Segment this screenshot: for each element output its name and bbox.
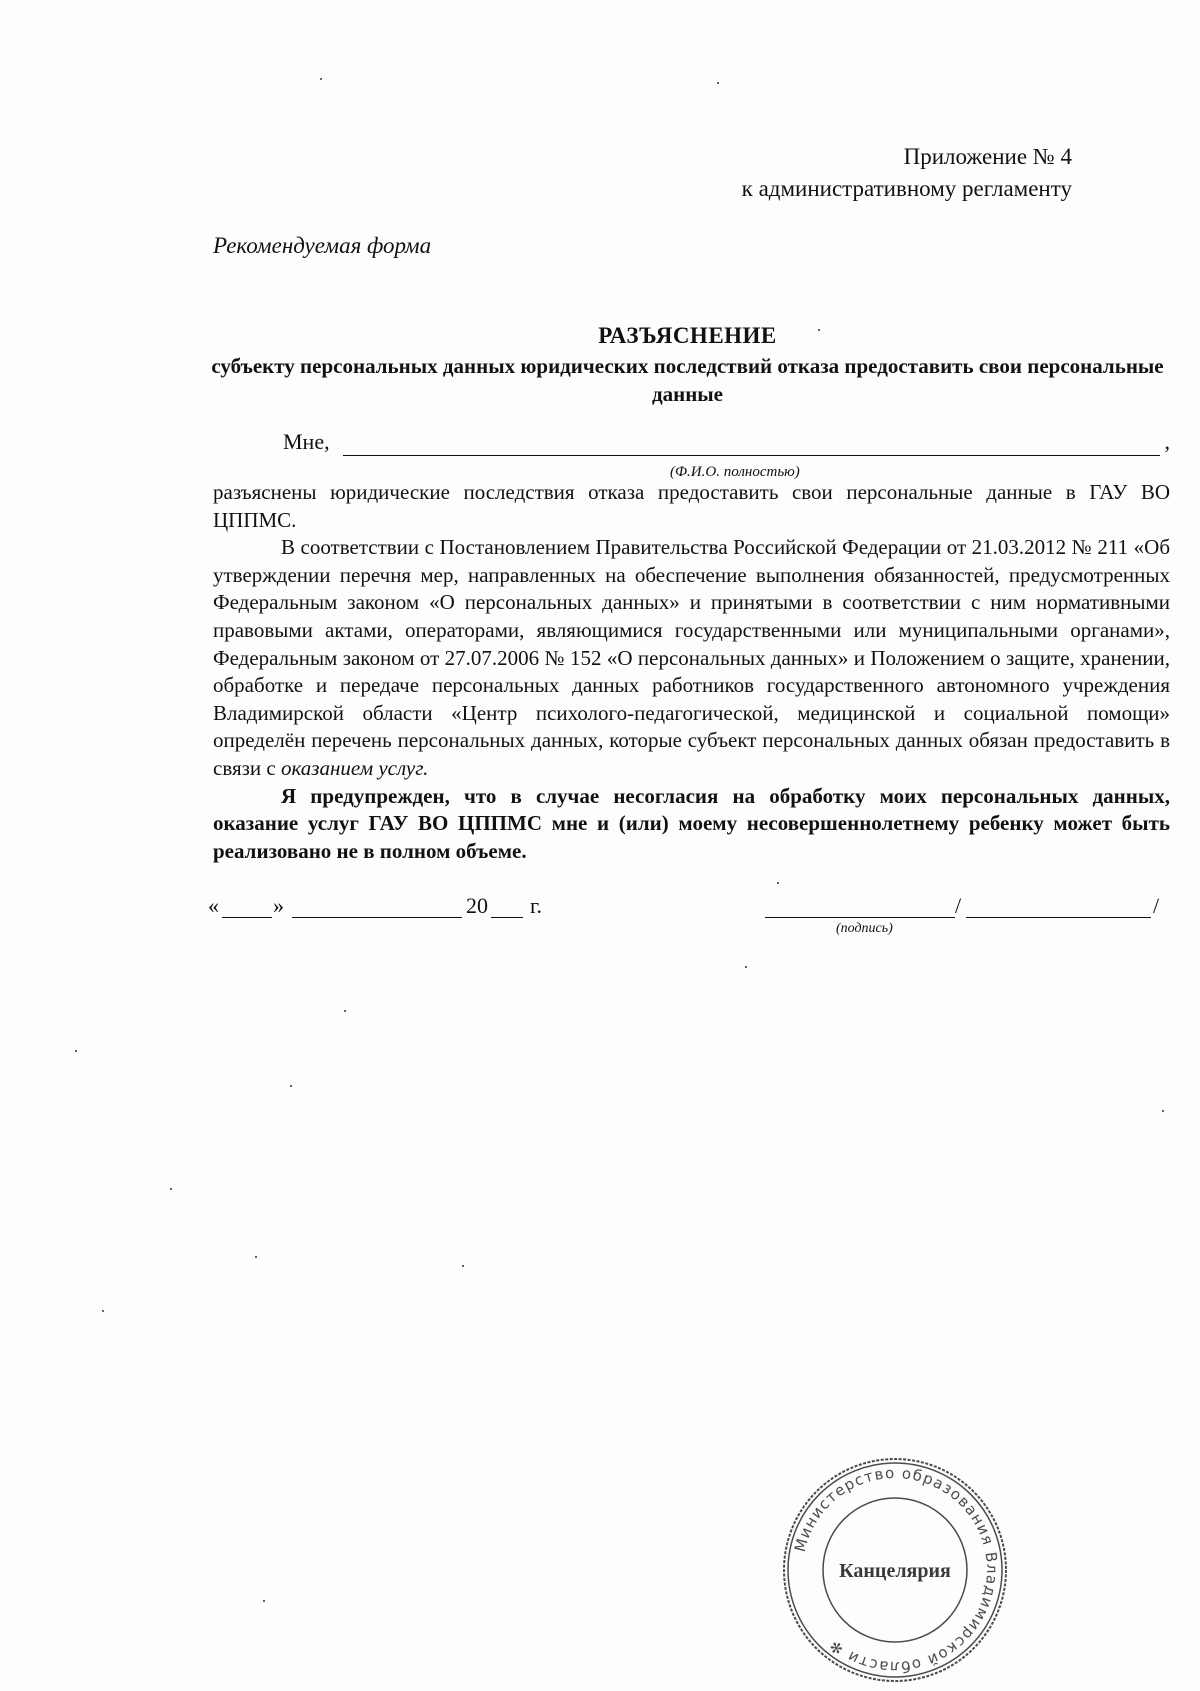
- signature-caption: (подпись): [836, 921, 893, 936]
- applicant-comma: ,: [1164, 429, 1170, 454]
- applicant-name-row: [205, 429, 1170, 463]
- date-month-field[interactable]: [292, 917, 462, 918]
- appendix-reference: к административному регламенту: [741, 176, 1072, 201]
- scan-speck: [717, 82, 719, 84]
- scan-speck: [320, 78, 322, 80]
- paragraph-legal-basis-text: В соответствии с Постановлением Правительства Российской Федерации от 21.03.2012 № 211 «Об утверждении перечня мер, направленных на обеспечение выполнения обязанностей, предусмотренных Федеральным законом «О персональных данных» и принятыми в соответствии с ним нормативными правовыми актами, операторами, являющимися государственными или муниципальными органами», Федеральным законом от 27.07.2006 № 152 «О персональных данных» и Положением о защите, хранении, обработке и передаче персональных данных работников государственного автономного учреждения Владимирской области «Центр психолого-педагогической, медицинской и социальной помощи» определён перечень персональных данных, которые субъект персональных данных обязан предоставить в связи с: [213, 535, 1170, 780]
- applicant-label: Мне,: [283, 429, 330, 454]
- date-close-quote: »: [273, 893, 284, 918]
- paragraph-consequences: разъяснены юридические последствия отказа предоставить свои персональные данные в ГАУ ВО ЦППМС.: [213, 480, 1170, 532]
- signature-line[interactable]: [765, 917, 955, 918]
- appendix-number: Приложение № 4: [903, 144, 1072, 169]
- scan-speck: [462, 1265, 464, 1267]
- scan-speck: [745, 966, 747, 968]
- office-stamp: [780, 1455, 1010, 1685]
- signature-slash-2: /: [1153, 893, 1160, 918]
- date-year-suffix: г.: [530, 893, 543, 918]
- appendix-header: [672, 141, 1072, 205]
- date-year-prefix: 20: [466, 893, 488, 918]
- stamp-center-text: Канцелярия: [839, 1560, 951, 1582]
- document-title: РАЗЪЯСНЕНИЕ: [598, 323, 777, 348]
- stamp-ring-text: Министерство образования Владимирской области ✻: [790, 1463, 1002, 1677]
- date-year-field[interactable]: [491, 917, 523, 918]
- scan-speck: [344, 1010, 346, 1012]
- scan-speck: [290, 1085, 292, 1087]
- applicant-name-caption: (Ф.И.О. полностью): [670, 464, 800, 480]
- scan-speck: [777, 882, 779, 884]
- date-day-field[interactable]: [222, 917, 272, 918]
- scan-speck: [75, 1050, 77, 1052]
- scan-speck: [170, 1188, 172, 1190]
- paragraph-warning: Я предупрежден, что в случае несогласия на обработку моих персональных данных, оказание услуг ГАУ ВО ЦППМС мне и (или) моему несовершеннолетнему ребенку может быть реализовано не в полном объеме.: [213, 783, 1170, 863]
- applicant-name-field[interactable]: [343, 455, 1160, 456]
- signature-slash-1: /: [955, 893, 962, 918]
- signature-field: [760, 893, 1170, 923]
- scan-speck: [255, 1256, 257, 1258]
- recommended-form-label: Рекомендуемая форма: [213, 233, 432, 258]
- document-title-block: [205, 320, 1170, 408]
- scan-speck: [102, 1310, 104, 1312]
- paragraph-legal-basis: [213, 534, 1170, 782]
- document-body: [213, 479, 1170, 865]
- document-subtitle: субъекту персональных данных юридических последствий отказа предоставить свои персональные данные: [211, 354, 1164, 406]
- scan-speck: [263, 1600, 265, 1602]
- date-field: [208, 893, 608, 923]
- signature-name-line[interactable]: [966, 917, 1151, 918]
- scan-speck: [1162, 1110, 1164, 1112]
- date-open-quote: «: [208, 893, 219, 918]
- paragraph-legal-basis-emphasis: оказанием услуг.: [280, 755, 429, 780]
